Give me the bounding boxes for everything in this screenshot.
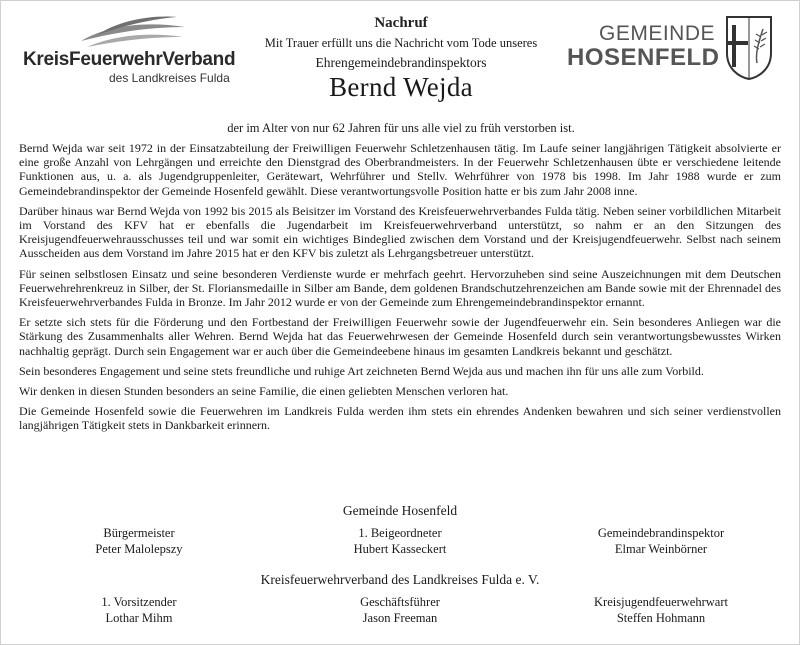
coat-of-arms-icon	[725, 15, 773, 81]
kfv-subtitle: des Landkreises Fulda	[109, 71, 230, 85]
signature-row	[19, 525, 781, 557]
paragraph: Sein besonderes Engagement und seine stets freundliche und ruhige Art zeichneten Bernd Wejda aus und machen ihn für uns alle zum Vorbild.	[19, 363, 704, 378]
signature-entry	[280, 594, 520, 626]
signature-title: Kreisfeuerwehrverband des Landkreises Fulda e. V.	[260, 572, 540, 587]
kfv-name: KreisFeuerwehrVerband	[23, 49, 236, 70]
signature-entry	[280, 525, 520, 557]
signature-name: Hubert Kasseckert	[353, 542, 447, 556]
gemeinde-logo	[563, 15, 791, 93]
signature-role: 1. Vorsitzender	[101, 595, 177, 609]
signature-entry	[19, 525, 259, 557]
signature-entry	[541, 525, 781, 557]
paragraph: Wir denken in diesen Stunden besonders an seine Familie, die einen geliebten Menschen verloren hat.	[19, 384, 509, 399]
signature-name: Elmar Weinbörner	[614, 542, 708, 556]
signature-entry	[541, 594, 781, 626]
nachruf-title: Nachruf	[374, 15, 428, 31]
signature-role: Kreisjugendfeuerwehrwart	[594, 595, 728, 609]
signature-name: Steffen Hohmann	[616, 611, 706, 625]
kfv-logo	[15, 15, 245, 85]
paragraph: Für seinen selbstlosen Einsatz und seine besonderen Verdienste wurde er mehrfach geehrt. Hervorzuheben sind seine Auszeichnungen mit dem Deutschen Feuerwehrehrenkreuz in Silber, der St. Floriansmedaille in Silber am Bande, dem goldenen Brandschutzehrenzeichen am Bande sowie mit der Ehrennadel des Kreisfeuerwehrverbandes Fulda in Bronze. Im Jahr 2012 wurde er von der Gemeinde zum Ehrengemeindebrandinspektor ernannt.	[19, 266, 781, 310]
signature-name: Jason Freeman	[362, 611, 438, 625]
signature-block-kfv	[19, 572, 781, 626]
obituary-body	[19, 141, 781, 439]
signature-role: Bürgermeister	[103, 526, 175, 540]
signature-name: Peter Malolepszy	[95, 542, 183, 556]
gemeinde-line1: GEMEINDE	[598, 22, 715, 45]
paragraph: Die Gemeinde Hosenfeld sowie die Feuerwehren im Landkreis Fulda werden ihm stets ein ehrendes Andenken bewahren und sich seiner verdienstvollen langjährigen Tätigkeit stets in Dankbarkeit erinnern.	[19, 404, 781, 433]
deceased-name: Bernd Wejda	[329, 72, 473, 102]
signature-name: Lothar Mihm	[105, 611, 173, 625]
gemeinde-wordmark	[567, 22, 720, 71]
signature-role: Gemeindebrandinspektor	[597, 526, 725, 540]
intro-line: Mit Trauer erfüllt uns die Nachricht vom Tode unseres	[264, 36, 538, 50]
signature-title: Gemeinde Hosenfeld	[342, 503, 458, 518]
signature-role: 1. Beigeordneter	[358, 526, 442, 540]
gemeinde-line2: HOSENFELD	[567, 44, 720, 71]
flame-swoosh-icon	[77, 15, 189, 51]
age-line: der im Alter von nur 62 Jahren für uns alle viel zu früh verstorben ist.	[227, 121, 575, 135]
paragraph: Darüber hinaus war Bernd Wejda von 1992 bis 2015 als Beisitzer im Vorstand des Kreisfeuerwehrverbandes Fulda tätig. Neben seiner vorbildlichen Mitarbeit im Vorstand des KFV hat er ebenfalls die Jugendarbeit im Kreisfeuerwehrverband unterstützt, so nahm er an den Sitzungen des Kreisjugendfeuerwehrausschusses teil und war somit ein wichtiges Bindeglied zwischen dem Vorstand und der Kreisjugendfeuerwehr. Selbst nach seinem Ausscheiden aus dem Vorstand im Jahre 2015 hat er den KFV bis zuletzt als Lehrgangsbetreuer unterstützt.	[19, 203, 781, 261]
rank-line: Ehrengemeindebrandinspektors	[315, 55, 487, 70]
obituary-heading	[241, 15, 561, 103]
signature-role: Geschäftsführer	[360, 595, 440, 609]
signature-row	[19, 594, 781, 626]
signature-block-gemeinde	[19, 503, 781, 557]
paragraph: Bernd Wejda war seit 1972 in der Einsatzabteilung der Freiwilligen Feuerwehr Schletzenhausen tätig. Im Laufe seiner langjährigen Tätigkeit absolvierte er eine große Anzahl von Lehrgängen und erreichte den Dienstgrad des Oberbrandmeisters. In der Feuerwehr Schletzenhausen übte er verschiedene leitende Funktionen aus, u. a. als Jugendgruppenleiter, Gerätewart, Wehrführer und Stellv. Wehrführer von 1978 bis 1998. Im Jahr 1988 wurde er zum Gemeindebrandinspektor der Gemeinde Hosenfeld gewählt. Diese verantwortungsvolle Position hatte er bis zum Jahr 2008 inne.	[19, 141, 781, 198]
signature-entry	[19, 594, 259, 626]
paragraph: Er setzte sich stets für die Förderung und den Fortbestand der Freiwilligen Feuerwehr sowie der Jugendfeuerwehr ein. Sein besonderes Anliegen war die Stärkung des Zusammenhalts aller Wehren. Bernd Wejda hat das Feuerwehrwesen der Gemeinde Hosenfeld durch sein verantwortungsbewusstes Wirken nachhaltig geprägt. Durch sein Engagement war er auch über die Gemeindeebene hinaus im gesamten Landkreis bekannt und geschätzt.	[19, 315, 781, 358]
